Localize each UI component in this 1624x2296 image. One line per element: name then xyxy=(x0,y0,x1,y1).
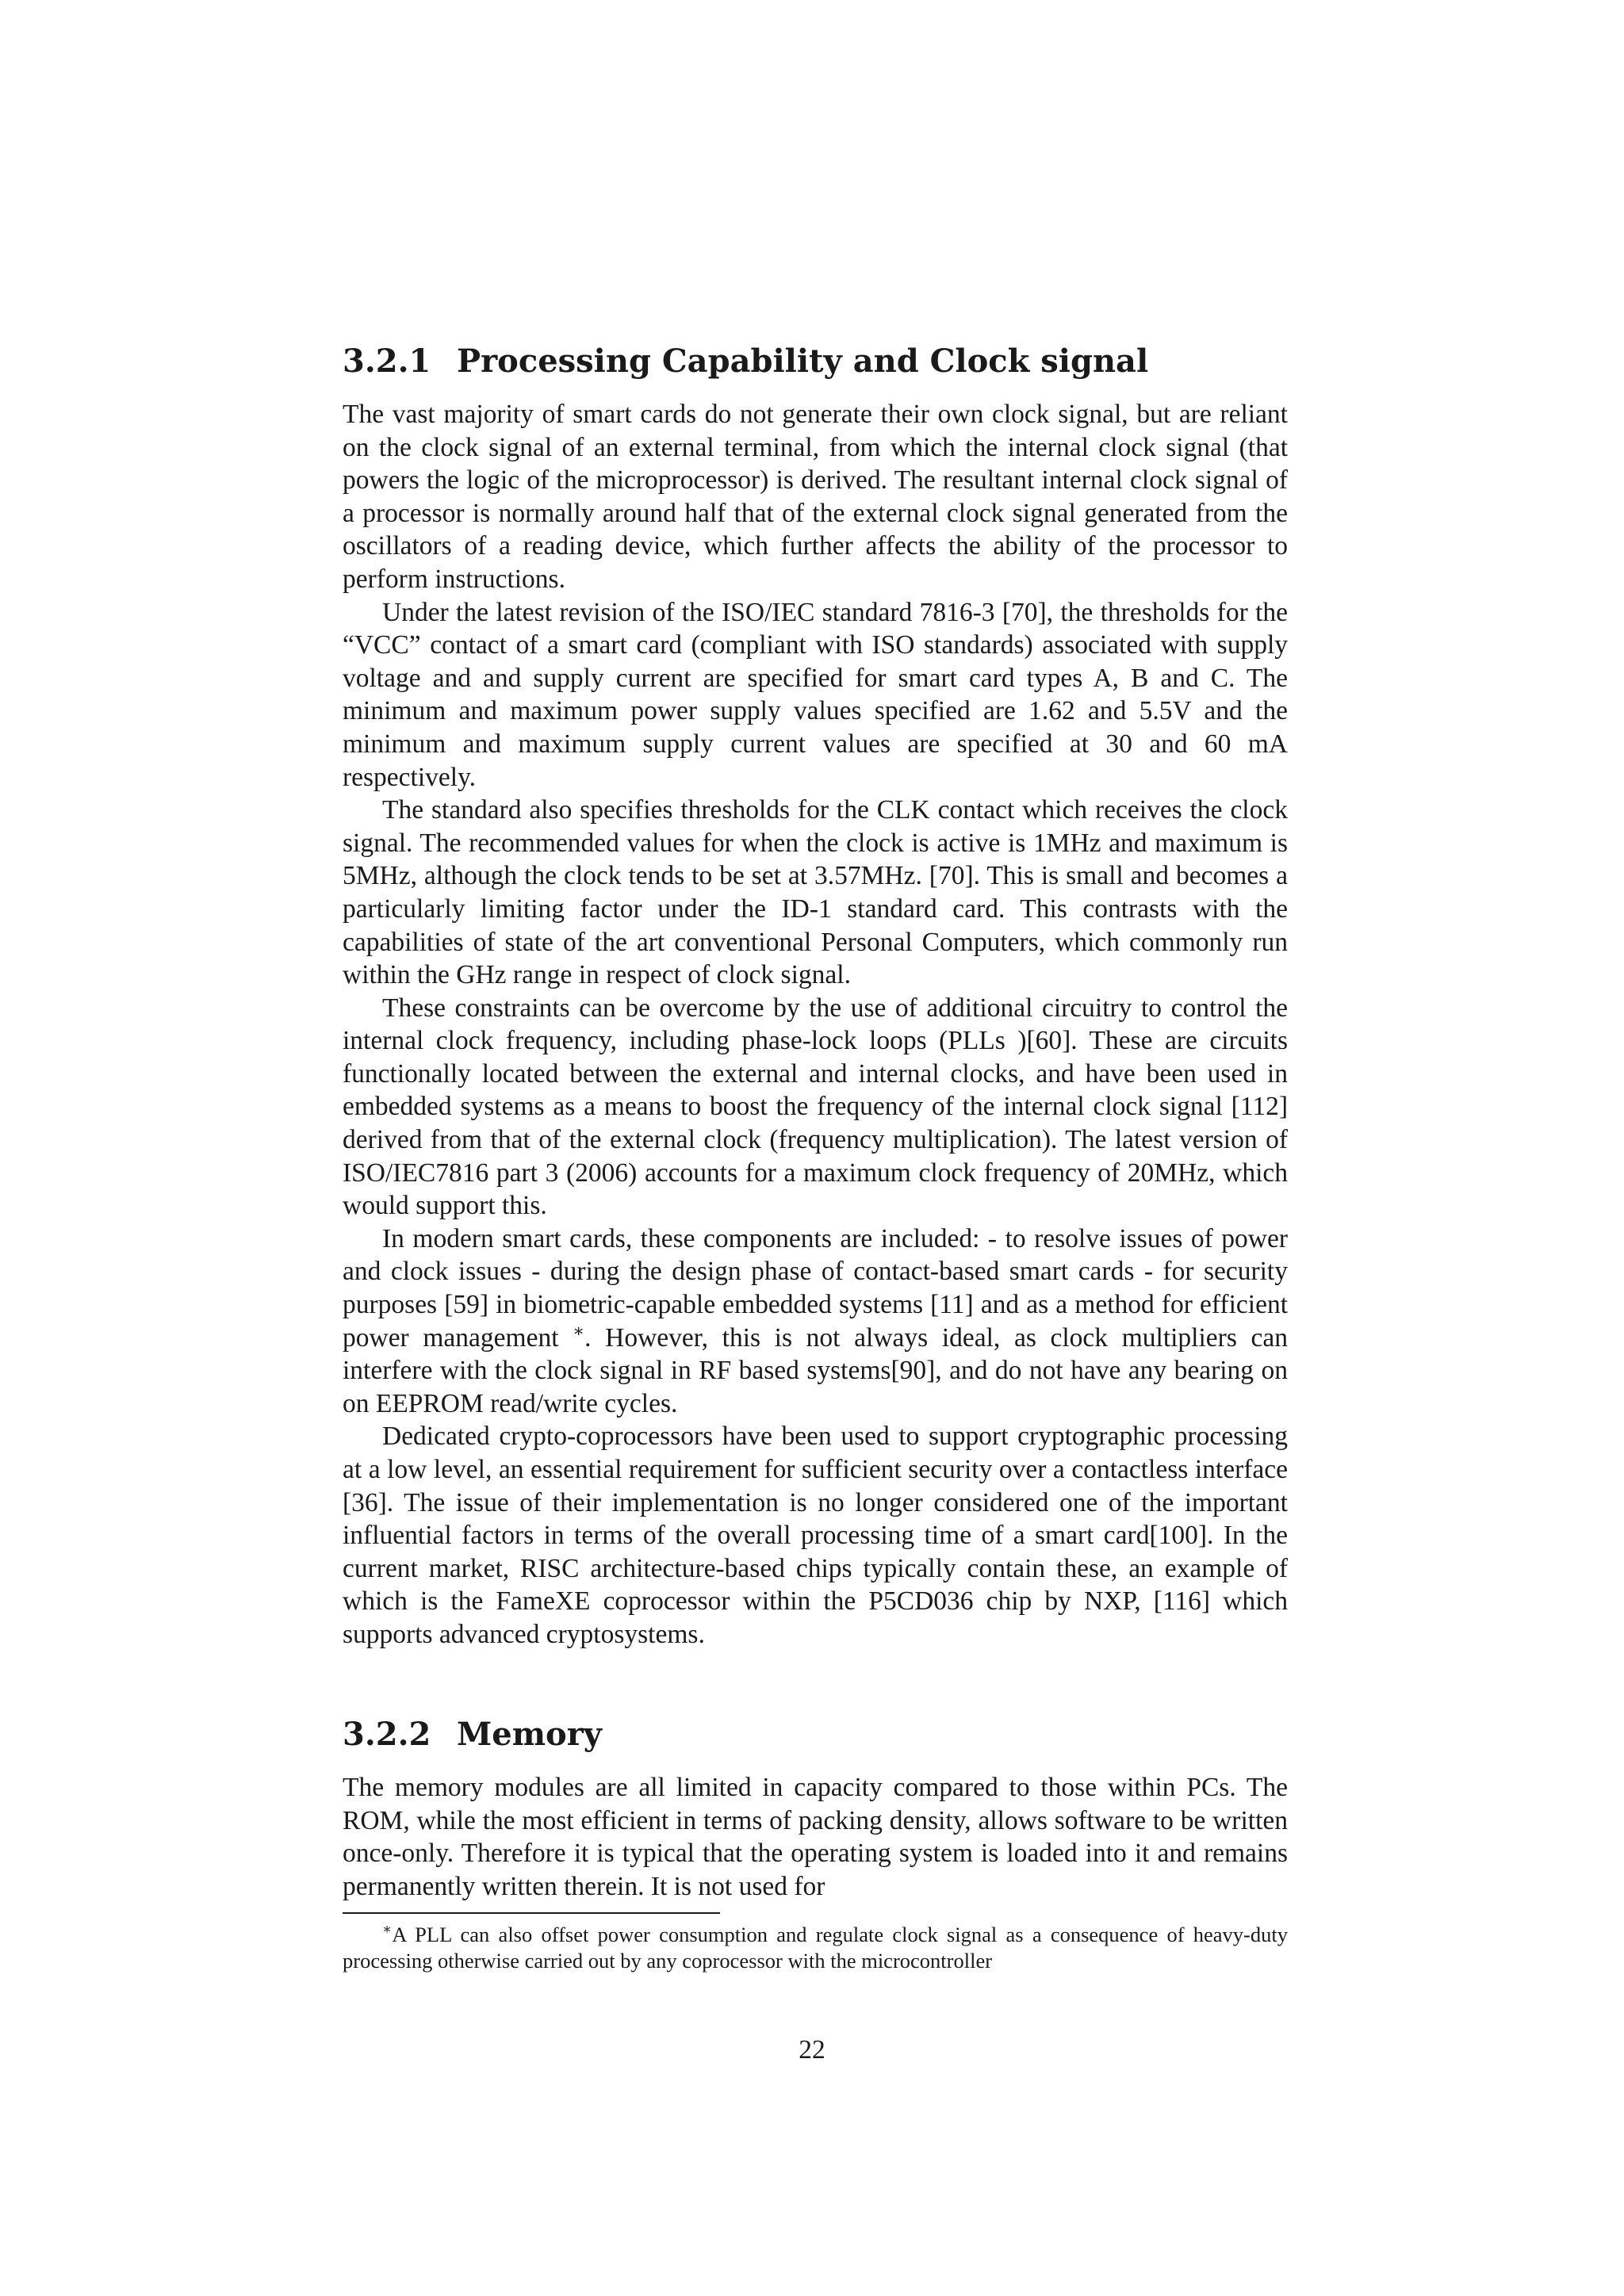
section-heading-3-2-2 xyxy=(343,1716,1288,1754)
section-number: 3.2.2 xyxy=(343,1716,431,1753)
section-number: 3.2.1 xyxy=(343,342,431,380)
section-3-2-1-body xyxy=(343,398,1288,1651)
footnote-text: A PLL can also offset power consumption and regulate clock signal as a consequence of heavy-duty processing otherwise carried out by any coprocessor with the microcontroller xyxy=(343,1923,1288,1973)
paragraph: The standard also specifies thresholds for the CLK contact which receives the clock signal. The recommended values for when the clock is active is 1MHz and maximum is 5MHz, although the clock tends to be set at 3.57MHz. [70]. This is small and becomes a particularly limiting factor under the ID-1 standard card. This contrasts with the capabilities of state of the art conventional Personal Computers, which commonly run within the GHz range in respect of clock signal. xyxy=(343,795,1288,990)
paragraph-text-continued: . However, this is not always ideal, as clock multipliers can interfere with the clock signal in RF based systems[90], and do not have any bearing on on EEPROM read/write cycles. xyxy=(343,1322,1289,1418)
section-3-2-2-body xyxy=(343,1771,1288,1903)
footnote xyxy=(343,1922,1288,1974)
paragraph-with-footnote xyxy=(343,1223,1288,1421)
paragraph: These constraints can be overcome by the use of additional circuitry to control the internal clock frequency, including phase-lock loops (PLLs )[60]. These are circuits functionally located between the external and internal clocks, and have been used in embedded systems as a means to boost the frequency of the internal clock signal [112] derived from that of the external clock (frequency multiplication). The latest version of ISO/IEC7816 part 3 (2006) accounts for a maximum clock frequency of 20MHz, which would support this. xyxy=(343,993,1288,1221)
footnote-marker: ∗ xyxy=(382,1921,393,1938)
footnote-divider xyxy=(343,1912,720,1914)
section-title-text: Memory xyxy=(457,1716,603,1753)
section-heading-3-2-1 xyxy=(343,342,1288,381)
section-title-text: Processing Capability and Clock signal xyxy=(457,342,1149,380)
footnote-reference[interactable]: ∗ xyxy=(573,1320,585,1341)
page-number: 22 xyxy=(799,2035,825,2064)
paragraph: Dedicated crypto-coprocessors have been used to support cryptographic processing at a low level, an essential requirement for sufficient security over a contactless interface [36]. The issue of their implementation is no longer considered one of the important influential factors in terms of the overall processing time of a smart card[100]. In the current market, RISC architecture-based chips typically contain these, an example of which is the FameXE coprocessor within the P5CD036 chip by NXP, [116] which supports advanced cryptosystems. xyxy=(343,1422,1288,1649)
paragraph: Under the latest revision of the ISO/IEC standard 7816-3 [70], the thresholds for the “VCC” contact of a smart card (compliant with ISO standards) associated with supply voltage and and supply current are specified for smart card types A, B and C. The minimum and maximum power supply values specified are 1.62 and 5.5V and the minimum and maximum supply current values are specified at 30 and 60 mA respectively. xyxy=(343,597,1288,792)
paragraph: The vast majority of smart cards do not generate their own clock signal, but are reliant on the clock signal of an external terminal, from which the internal clock signal (that powers the logic of the microprocessor) is derived. The resultant internal clock signal of a processor is normally around half that of the external clock signal generated from the oscillators of a reading device, which further affects the ability of the processor to perform instructions. xyxy=(343,400,1288,594)
paragraph-text: In modern smart cards, these components are included: - to resolve issues of power and clock issues - during the design phase of contact-based smart cards - for security purposes [59] in biometric-capable embedded systems [11] and as a method for efficient power management xyxy=(343,1223,1288,1353)
paragraph: The memory modules are all limited in capacity compared to those within PCs. The ROM, while the most efficient in terms of packing density, allows software to be written once-only. Therefore it is typical that the operating system is loaded into it and remains permanently written therein. It is not used for xyxy=(343,1773,1288,1901)
